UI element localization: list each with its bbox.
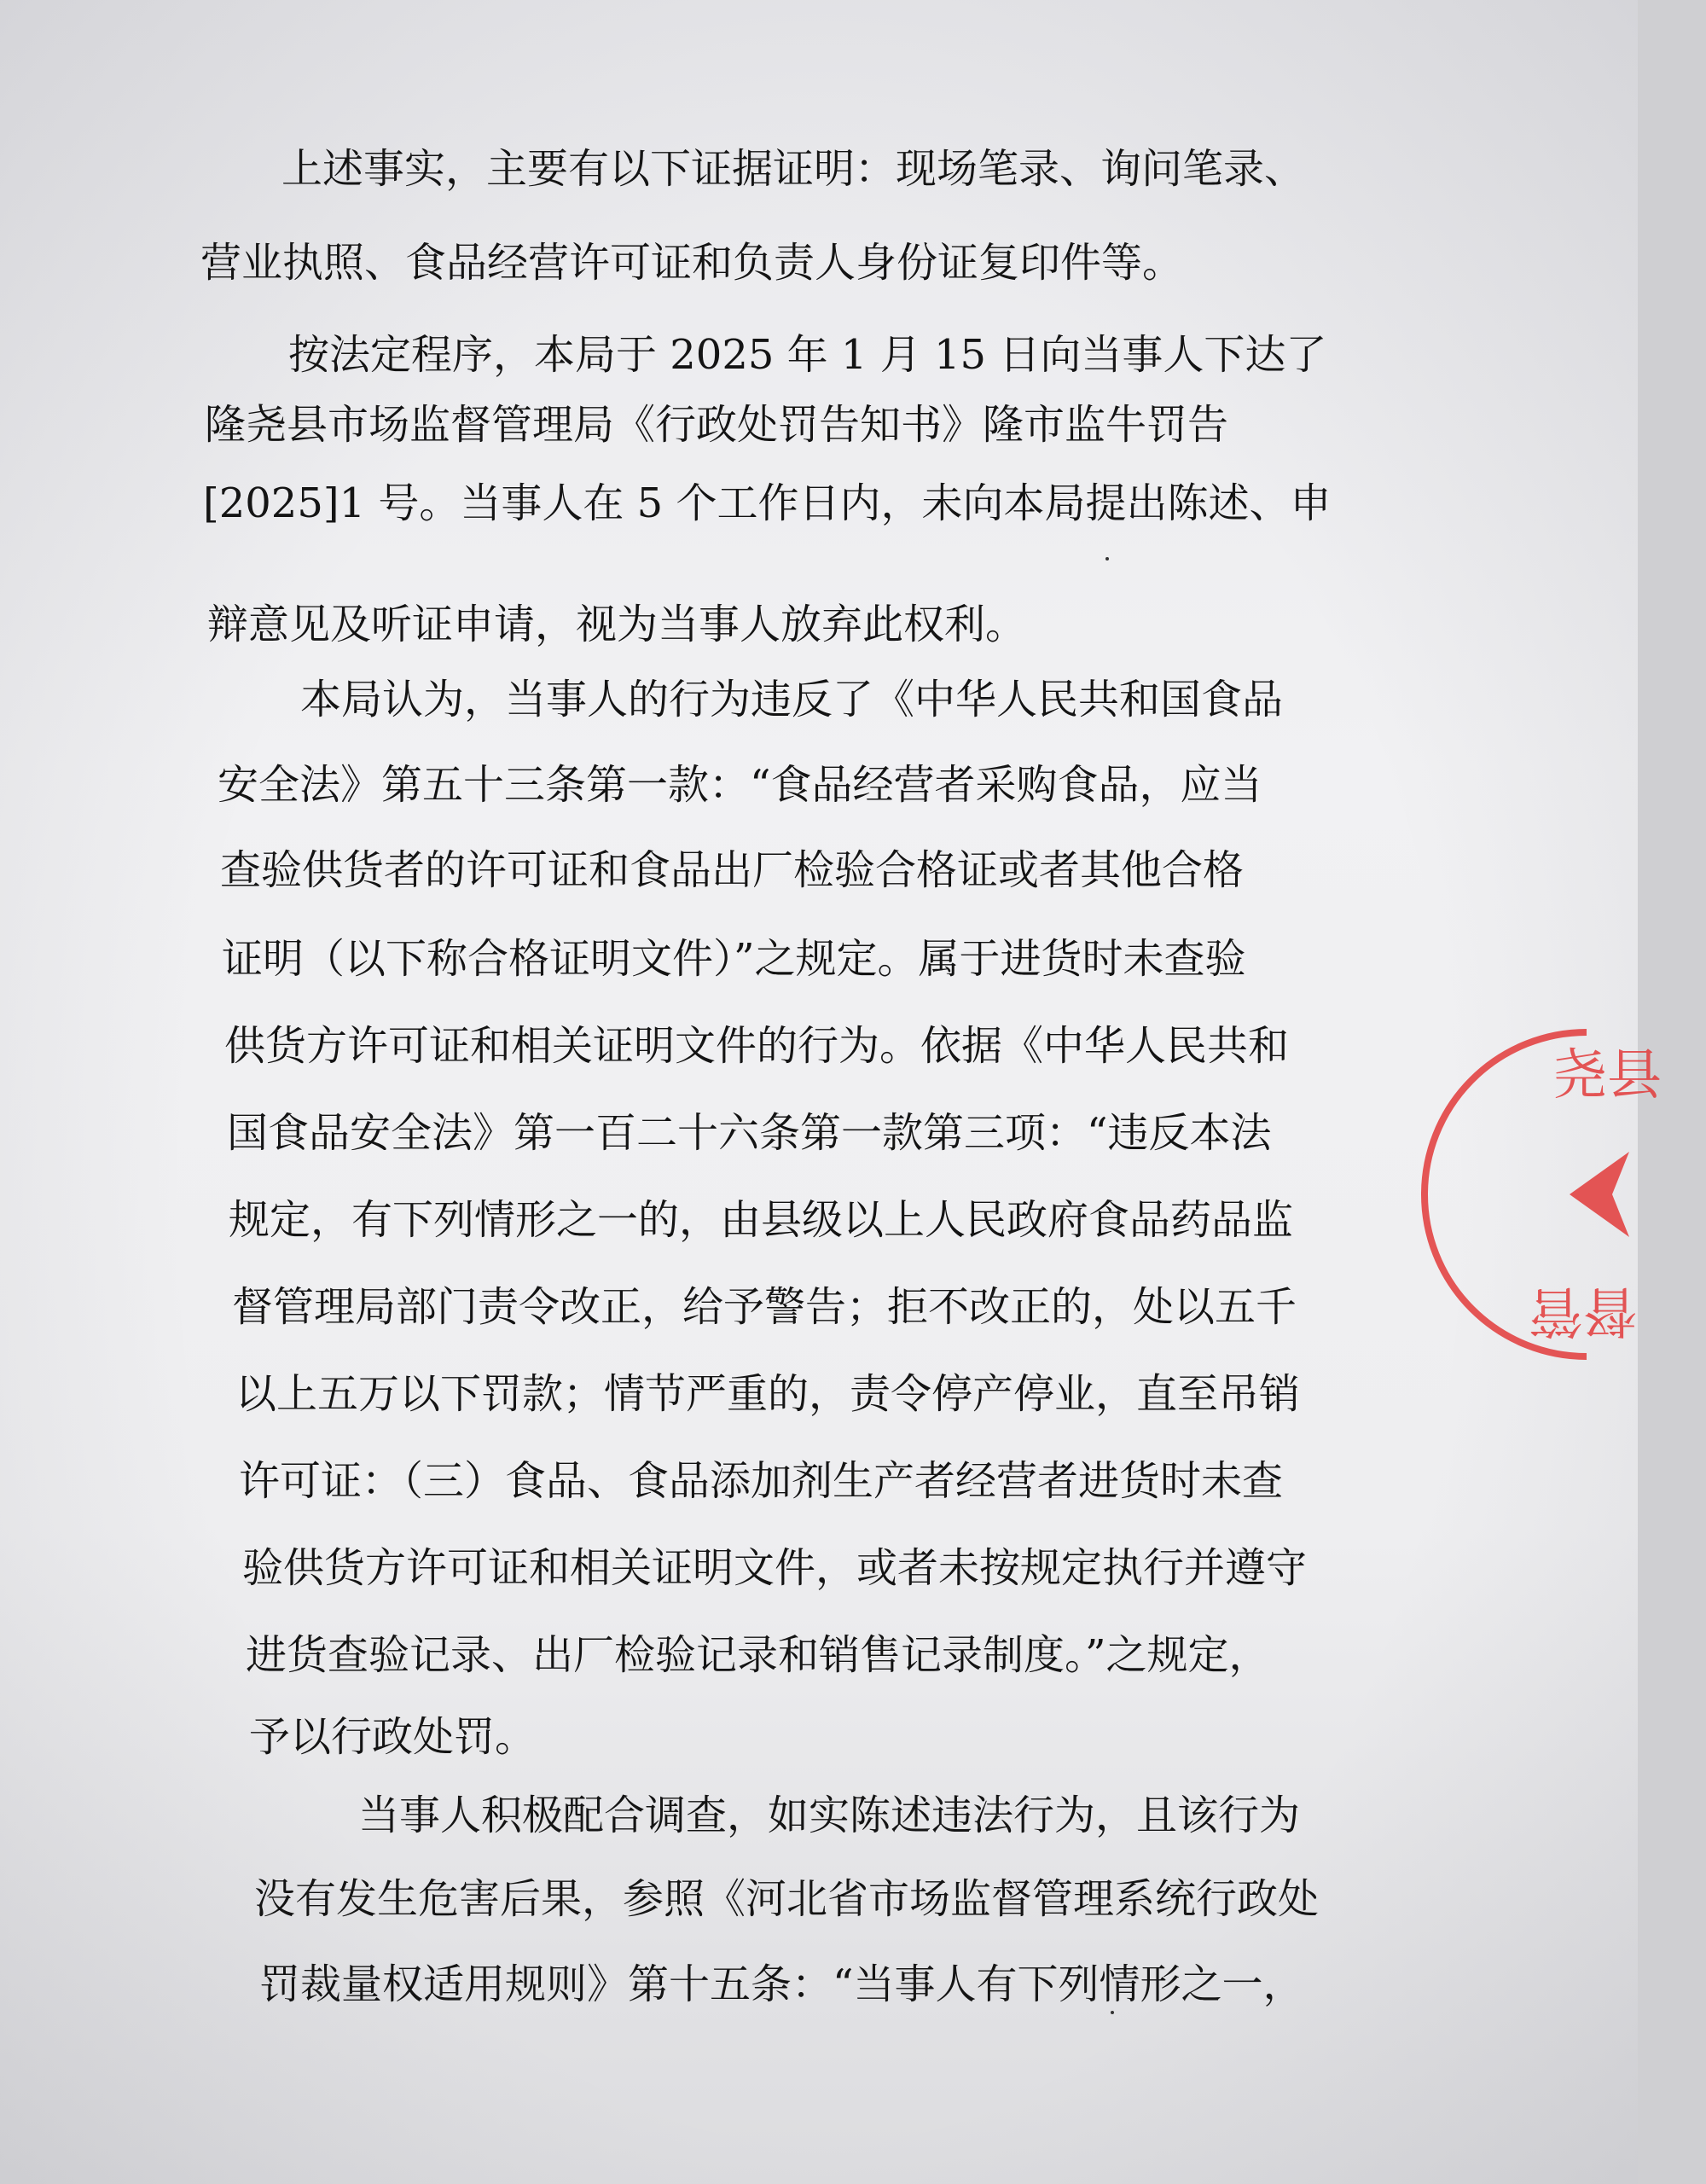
seal-star-icon — [1570, 1152, 1629, 1237]
text-line-3: 按法定程序，本局于 2025 年 1 月 15 日向当事人下达了 — [288, 331, 1327, 379]
seal-text-top: 尧县 — [1552, 1044, 1662, 1107]
text-line-12: 国食品安全法》第一百二十六条第一款第三项：“违反本法 — [227, 1109, 1272, 1157]
text-line-16: 许可证：（三）食品、食品添加剂生产者经营者进货时未查 — [239, 1457, 1284, 1505]
text-line-21: 没有发生危害后果，参照《河北省市场监督管理系统行政处 — [254, 1875, 1320, 1923]
text-line-22: 罚裁量权适用规则》第十五条：“当事人有下列情形之一， — [259, 1960, 1304, 2008]
text-line-8: 安全法》第五十三条第一款：“食品经营者采购食品，应当 — [218, 761, 1262, 809]
text-line-6: 辩意见及听证申请，视为当事人放弃此权利。 — [207, 601, 1027, 648]
text-line-2: 营业执照、食品经营许可证和负责人身份证复印件等。 — [200, 239, 1184, 287]
speck-dot — [1105, 557, 1109, 561]
text-line-15: 以上五万以下罚款；情节严重的，责令停产停业，直至吊销 — [235, 1370, 1301, 1418]
text-line-17: 验供货方许可证和相关证明文件，或者未按规定执行并遵守 — [242, 1544, 1308, 1592]
text-line-5: [2025]1 号。当事人在 5 个工作日内，未向本局提出陈述、申 — [203, 479, 1332, 527]
text-line-14: 督管理局部门责令改正，给予警告；拒不改正的，处以五千 — [232, 1283, 1297, 1331]
text-line-10: 证明（以下称合格证明文件）”之规定。属于进货时未查验 — [222, 935, 1246, 983]
text-line-11: 供货方许可证和相关证明文件的行为。依据《中华人民共和 — [224, 1022, 1290, 1070]
text-line-7: 本局认为，当事人的行为违反了《中华人民共和国食品 — [300, 676, 1284, 723]
text-line-9: 查验供货者的许可证和食品出厂检验合格证或者其他合格 — [220, 846, 1245, 894]
text-line-20: 当事人积极配合调查，如实陈述违法行为，且该行为 — [358, 1792, 1301, 1839]
text-line-13: 规定，有下列情形之一的，由县级以上人民政府食品药品监 — [229, 1196, 1294, 1244]
text-line-19: 予以行政处罚。 — [249, 1713, 537, 1761]
speck-dot — [1111, 2011, 1114, 2014]
seal-text-bottom: 督管 — [1529, 1279, 1638, 1342]
text-line-4: 隆尧县市场监督管理局《行政处罚告知书》隆市监牛罚告 — [205, 401, 1229, 449]
text-line-18: 进货查验记录、出厂检验记录和销售记录制度。”之规定， — [246, 1631, 1270, 1679]
text-line-1: 上述事实，主要有以下证据证明：现场笔录、询问笔录、 — [281, 145, 1306, 193]
official-seal — [1529, 1024, 1706, 1365]
